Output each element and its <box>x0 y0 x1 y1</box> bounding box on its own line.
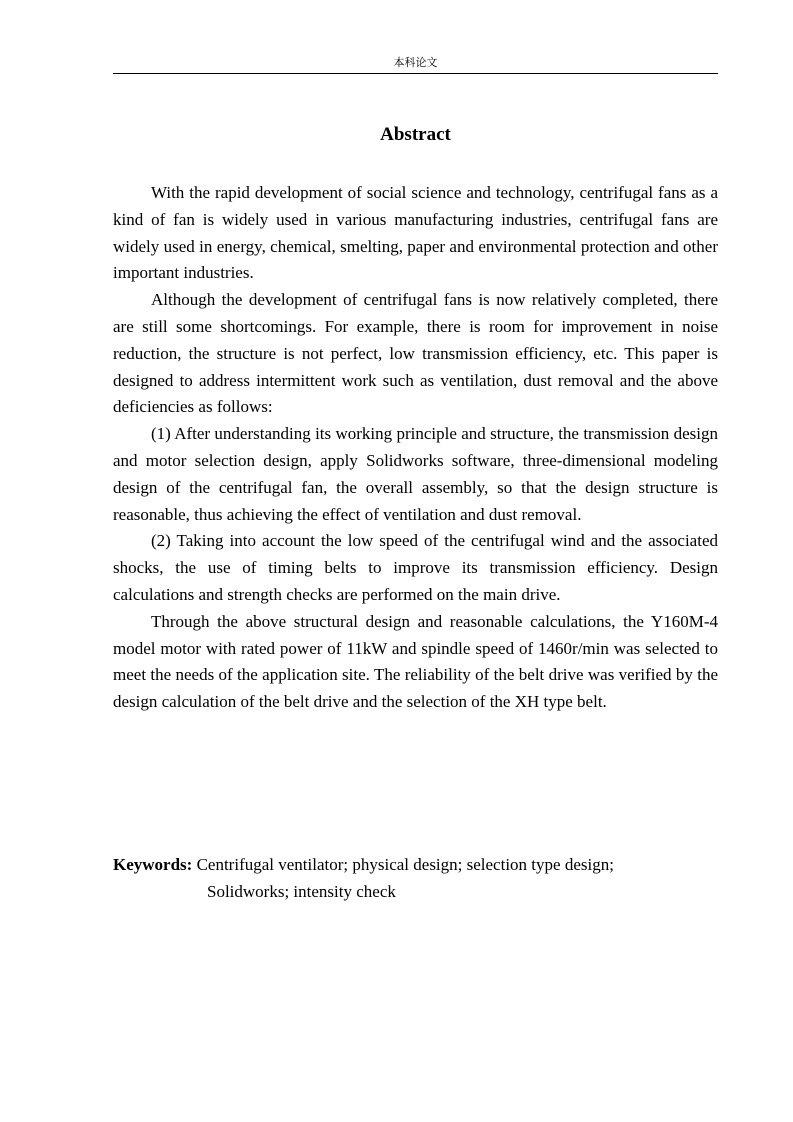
running-header: 本科论文 <box>393 56 438 69</box>
abstract-title: Abstract <box>380 124 451 145</box>
abstract-body <box>113 180 718 716</box>
abstract-paragraph: With the rapid development of social science and technology, centrifugal fans as a kind of fan is widely used in various manufacturing industries, centrifugal fans are widely used in energy, chemical, smelting, paper and environmental protection and other important industries. <box>113 183 718 283</box>
abstract-paragraph: (1) After understanding its working principle and structure, the transmission design and motor selection design, apply Solidworks software, three-dimensional modeling design of the centrifugal fan, the overall assembly, so that the design structure is reasonable, thus achieving the effect of ventilation and dust removal. <box>113 424 718 524</box>
keywords-block <box>113 851 718 905</box>
keywords-text-1: Centrifugal ventilator; physical design; selection type design; <box>196 855 614 874</box>
keywords-line-2: Solidworks; intensity check <box>207 882 396 901</box>
keywords-label: Keywords: <box>113 855 193 874</box>
abstract-paragraph: Through the above structural design and reasonable calculations, the Y160M-4 model motor with rated power of 11kW and spindle speed of 1460r/min was selected to meet the needs of the application site. The reliability of the belt drive was verified by the design calculation of the belt drive and the selection of the XH type belt. <box>113 611 718 712</box>
abstract-paragraph: Although the development of centrifugal fans is now relatively completed, there are still some shortcomings. For example, there is room for improvement in noise reduction, the structure is not perfect, low transmission efficiency, etc. This paper is designed to address intermittent work such as ventilation, dust removal and the above deficiencies as follows: <box>113 290 718 417</box>
abstract-paragraph: (2) Taking into account the low speed of the centrifugal wind and the associated shocks, the use of timing belts to improve its transmission efficiency. Design calculations and strength checks are performed on the main drive. <box>113 531 718 604</box>
keywords-line-1 <box>113 851 718 878</box>
header-rule <box>113 73 718 74</box>
